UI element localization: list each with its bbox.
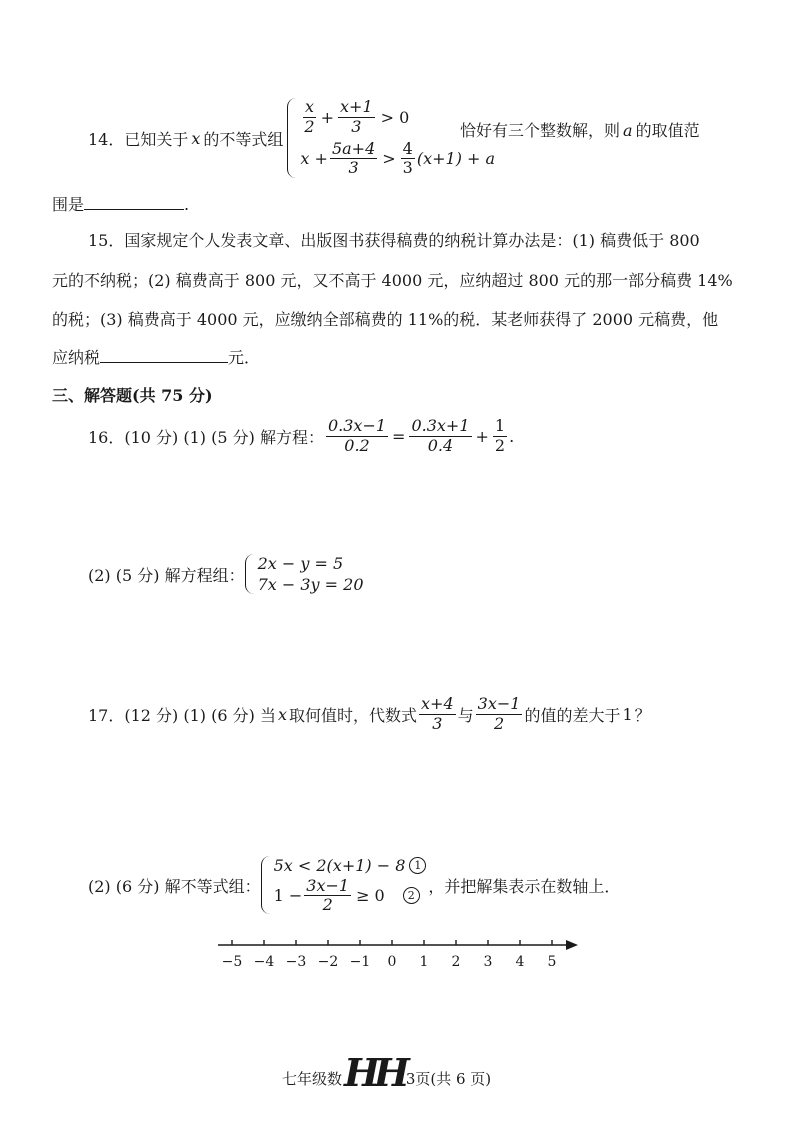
q14-row1: $\frac{x}{2}$ + $\frac{x+1}{3}$ > 0: [304, 97, 410, 136]
number-line-tick-label: −4: [253, 954, 275, 970]
footer-text-b: 3页(共 6 页): [405, 1070, 492, 1088]
q17-part2: (2) (6 分) 解不等式组： 5x < 2(x+1) − 8 1 1 − $\frac{3x-1}{2}$ ≥ 0 2 ，并把解集表示在数轴上．: [88, 855, 621, 914]
watermark-h-icon: HH: [344, 1050, 404, 1095]
footer-text-a: 七年级数: [282, 1070, 343, 1088]
section-title: 三、解答题(共 75 分): [52, 386, 213, 405]
q14-prefix: 14．已知关于: [88, 129, 189, 149]
q17-part1: 17．(12 分) (1) (6 分) 当 x 取何值时，代数式 $\frac{x+4}{3}$ 与 $\frac{3x-1}{2}$ 的值的差大于 1 ？: [88, 694, 651, 733]
number-line-tick-label: −2: [317, 954, 339, 970]
q14-line1: [88, 96, 495, 180]
q15-line2: 元的不纳税；(2) 稿费高于 800 元，又不高于 4000 元，应纳超过 800 元的那一部分稿费 14%: [52, 271, 733, 290]
brace-icon: [287, 98, 296, 178]
q14-mid: 的不等式组: [203, 129, 284, 149]
number-line-tick-label: −3: [285, 954, 307, 970]
number-line-tick-label: 2: [451, 954, 461, 970]
page-footer: [282, 1050, 492, 1095]
q16-equation-system: 2x − y = 5 7x − 3y = 20: [245, 554, 364, 594]
number-line-tick-label: 0: [387, 954, 397, 970]
number-line: [0, 930, 794, 960]
q14-answer-blank[interactable]: [84, 195, 184, 210]
number-line-tick-label: 5: [547, 954, 557, 970]
number-line-tick-label: 3: [483, 954, 493, 970]
circled-two-icon: 2: [403, 887, 420, 904]
q15-line3: 的税；(3) 稿费高于 4000 元，应缴纳全部稿费的 11%的税．某老师获得了 2000 元稿费，他: [52, 310, 719, 329]
brace-icon: [245, 554, 254, 594]
number-line-tick-label: −1: [349, 954, 371, 970]
arrow-right-icon: [566, 940, 578, 950]
q14-line2: 围是 .: [52, 195, 190, 214]
number-line-tick-label: 4: [515, 954, 525, 970]
q14-row2: x + $\frac{5a+4}{3}$ > $\frac{4}{3}$ (x+1) + a: [300, 139, 496, 178]
q14-var-x: x: [191, 128, 201, 148]
brace-icon: [261, 856, 270, 915]
number-line-tick-label: 1: [419, 954, 429, 970]
q16-part1: 16．(10 分) (1) (5 分) 解方程： $\frac{0.3x-1}{0.2}$ = $\frac{0.3x+1}{0.4}$ + $\frac{1}{2}$ .: [88, 416, 515, 455]
number-line-tick-label: −5: [221, 954, 243, 970]
q15-answer-blank[interactable]: [100, 348, 228, 363]
q16-part2: (2) (5 分) 解方程组： 2x − y = 5 7x − 3y = 20: [88, 554, 364, 594]
q15-line1: 15．国家规定个人发表文章、出版图书获得稿费的纳税计算办法是：(1) 稿费低于 800: [88, 231, 700, 250]
q15-line4: 应纳税 元．: [52, 348, 261, 367]
q14-after: 恰好有三个整数解，则 a 的取值范: [460, 121, 700, 140]
circled-one-icon: 1: [409, 857, 426, 874]
q17-inequality-system: 5x < 2(x+1) − 8 1 1 − $\frac{3x-1}{2}$ ≥ 0 2: [261, 856, 427, 915]
